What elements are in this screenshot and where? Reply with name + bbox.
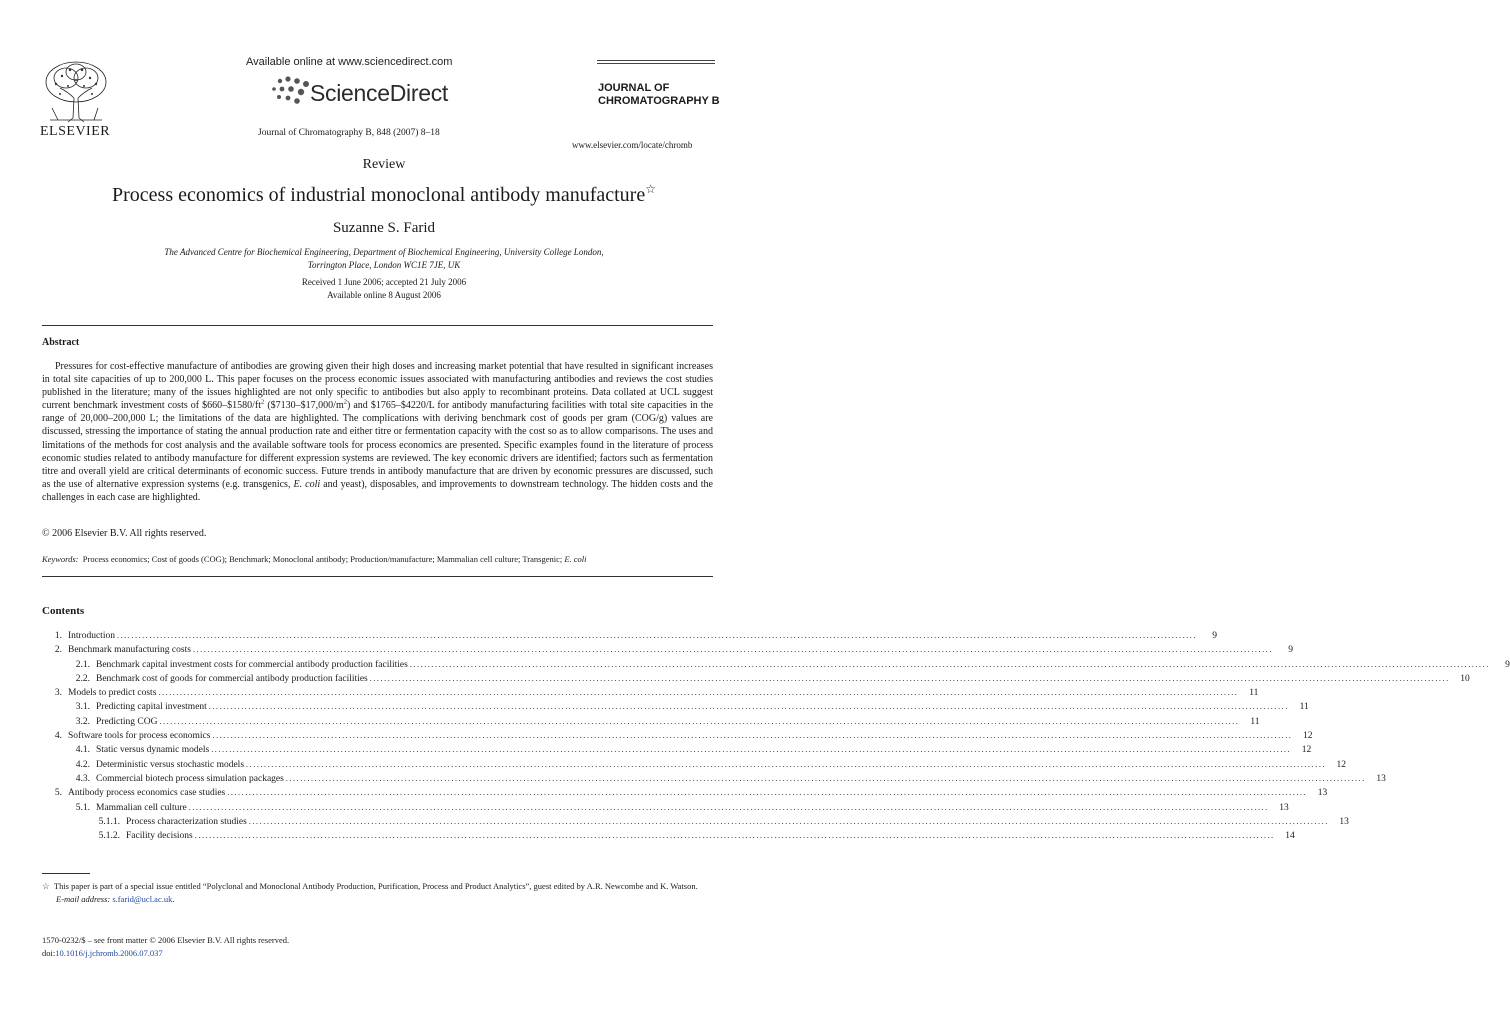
toc-entry-title[interactable]: Deterministic versus stochastic models — [96, 759, 245, 770]
email-end: . — [172, 893, 175, 904]
abstract-body — [42, 360, 713, 504]
toc-entry-number: 4.2. — [75, 759, 90, 770]
available-online-text: Available online at www.sciencedirect.com — [246, 56, 453, 68]
abstract-italic-ecoli: E. coli — [293, 478, 321, 490]
toc-dot-leader: ............................................................................................................................................................................................................................................................................................................ — [246, 759, 1327, 769]
paper-title-text: Process economics of industrial monoclonal antibody manufacture — [112, 184, 646, 206]
abstract-text-1: Pressures for cost-effective manufacture of antibodies are growing given their high doses and increasing market potential that have resulted in significant increases in total site capacities of up to 200,000 L. This paper focuses on the process economic issues associated with manufacturing antibodies and reviews the cost studies published in the literature; many of the issues highlighted are not only specific to antibodies but also apply to recombinant proteins. Data collated at UCL suggest current benchmark investment costs of $660–$1580/ft — [42, 361, 713, 412]
toc-entry-number: 1. — [54, 631, 62, 641]
footnote-mark: ☆ — [42, 881, 50, 891]
journal-title-line-2: CHROMATOGRAPHY B — [598, 95, 720, 107]
toc-entry[interactable] — [42, 745, 1312, 759]
abstract-sup-1: 2 — [261, 398, 265, 406]
affiliation-line-1: The Advanced Centre for Biochemical Engineering, Department of Biochemical Engineering, University College London, — [164, 247, 604, 257]
toc-entry-title[interactable]: Antibody process economics case studies — [68, 788, 226, 799]
toc-entry-number: 5.1.1. — [98, 816, 120, 827]
article-dates — [0, 276, 768, 301]
available-date: Available online 8 August 2006 — [327, 289, 441, 300]
author-affiliation — [100, 246, 668, 272]
toc-dot-leader: ............................................................................................................................................................................................................................................................................................................ — [158, 688, 1239, 698]
doi-link[interactable]: 10.1016/j.jchromb.2006.07.037 — [55, 947, 163, 958]
toc-entry-number: 5.1. — [75, 802, 90, 813]
toc-entry-page: 9 — [1288, 645, 1293, 656]
toc-entry-title[interactable]: Commercial biotech process simulation packages — [96, 773, 284, 784]
toc-entry-page: 12 — [1301, 745, 1312, 756]
journal-title — [598, 82, 720, 108]
toc-entry-number: 3.1. — [75, 702, 90, 713]
toc-entry[interactable] — [42, 773, 1386, 788]
toc-entry-title[interactable]: Facility decisions — [126, 831, 193, 842]
toc-dot-leader: ............................................................................................................................................................................................................................................................................................................ — [285, 773, 1366, 783]
toc-dot-leader: ............................................................................................................................................................................................................................................................................................................ — [188, 802, 1269, 812]
toc-entry-number: 5. — [54, 788, 62, 799]
article-section-label: Review — [362, 157, 406, 172]
toc-entry[interactable] — [42, 802, 1289, 817]
toc-entry[interactable] — [42, 673, 1470, 688]
toc-entry-title[interactable]: Static versus dynamic models — [96, 745, 210, 756]
toc-dot-leader: ............................................................................................................................................................................................................................................................................................................ — [227, 788, 1308, 798]
email-label: E-mail address: — [56, 893, 111, 904]
toc-entry-number: 3.2. — [75, 716, 90, 727]
toc-dot-leader: ............................................................................................................................................................................................................................................................................................................ — [248, 816, 1329, 826]
toc-entry[interactable] — [42, 759, 1347, 774]
toc-entry[interactable] — [42, 688, 1259, 702]
toc-entry-title[interactable]: Models to predict costs — [68, 688, 157, 699]
toc-dot-leader: ............................................................................................................................................................................................................................................................................................................ — [194, 831, 1275, 841]
paper-title — [0, 182, 768, 207]
keywords-last-italic: E. coli — [564, 554, 587, 564]
abstract-top-rule — [42, 325, 713, 326]
front-matter — [42, 934, 289, 959]
abstract-bottom-rule — [42, 576, 713, 577]
toc-entry-page: 12 — [1336, 759, 1347, 770]
journal-title-line-1: JOURNAL OF — [598, 82, 670, 94]
contents-heading: Contents — [42, 605, 85, 617]
toc-entry[interactable] — [42, 631, 1217, 645]
abstract-copyright: © 2006 Elsevier B.V. All rights reserved. — [42, 528, 207, 539]
toc-entry-page: 10 — [1460, 673, 1470, 684]
footnote-text: This paper is part of a special issue entitled “Polyclonal and Monoclonal Antibody Production, Purification, Process and Product Analytics”, guest edited by A.R. Newcombe and K. Watson. — [53, 881, 698, 891]
toc-dot-leader: ............................................................................................................................................................................................................................................................................................................ — [369, 673, 1450, 683]
toc-entry-page: 11 — [1249, 688, 1259, 699]
toc-entry[interactable] — [42, 731, 1313, 745]
doi-line — [42, 947, 289, 960]
toc-dot-leader: ............................................................................................................................................................................................................................................................................................................ — [409, 659, 1490, 669]
toc-entry-title[interactable]: Benchmark capital investment costs for commercial antibody production facilities — [96, 659, 408, 670]
toc-dot-leader: ............................................................................................................................................................................................................................................................................................................ — [211, 745, 1292, 755]
abstract-text-2: ($7130–$17,000/m — [264, 400, 344, 412]
toc-entry-number: 2.2. — [75, 673, 90, 684]
toc-entry-number: 3. — [54, 688, 62, 699]
author-name: Suzanne S. Farid — [332, 220, 436, 236]
email-link[interactable]: s.farid@ucl.ac.uk — [112, 893, 173, 904]
toc-entry-page: 9 — [1212, 631, 1217, 641]
toc-entry[interactable] — [42, 716, 1260, 731]
toc-dot-leader: ............................................................................................................................................................................................................................................................................................................ — [116, 631, 1197, 640]
keywords-label: Keywords: — [42, 554, 79, 564]
table-of-contents — [42, 631, 1510, 845]
sciencedirect-brand: ScienceDirect — [310, 80, 448, 106]
footnote-email-line — [42, 893, 714, 906]
journal-url-link[interactable]: www.elsevier.com/locate/chromb — [572, 140, 693, 150]
toc-entry-title[interactable]: Software tools for process economics — [68, 731, 211, 742]
toc-dot-leader: ............................................................................................................................................................................................................................................................................................................ — [212, 731, 1293, 741]
issn-line: 1570-0232/$ – see front matter © 2006 Elsevier B.V. All rights reserved. — [42, 935, 290, 945]
toc-entry-number: 2.1. — [75, 659, 90, 670]
toc-entry-title[interactable]: Introduction — [68, 631, 115, 641]
toc-entry-number: 4.3. — [75, 773, 90, 784]
toc-entry-page: 13 — [1317, 788, 1328, 799]
toc-entry-page: 13 — [1279, 802, 1289, 813]
toc-entry-title[interactable]: Process characterization studies — [126, 816, 247, 827]
toc-entry-title[interactable]: Benchmark manufacturing costs — [68, 645, 191, 656]
toc-entry-page: 12 — [1302, 731, 1313, 742]
toc-entry-page: 11 — [1299, 702, 1309, 713]
toc-entry[interactable] — [42, 816, 1349, 831]
toc-entry-number: 2. — [54, 645, 62, 656]
journal-citation: Journal of Chromatography B, 848 (2007) 8–18 — [258, 128, 440, 138]
abstract-text-4: and yeast), disposables, and improvements to downstream technology. The hidden costs and the challenges in each case are highlighted. — [42, 478, 713, 503]
footnote-rule — [42, 873, 90, 874]
toc-dot-leader: ............................................................................................................................................................................................................................................................................................................ — [192, 645, 1273, 655]
toc-dot-leader: ............................................................................................................................................................................................................................................................................................................ — [159, 716, 1240, 726]
toc-entry-page: 9 — [1505, 659, 1510, 670]
affiliation-line-2: Torrington Place, London WC1E 7JE, UK — [307, 260, 461, 270]
publisher-name: ELSEVIER — [40, 124, 111, 139]
toc-entry-number: 5.1.2. — [98, 831, 120, 842]
toc-entry-title[interactable]: Predicting capital investment — [96, 702, 207, 713]
keywords-line — [42, 554, 722, 564]
abstract-text-3: ) and $1765–$4220/L for antibody manufacturing facilities with total site capacities in the range of 20,000–200,000 L; the limitations of the data are highlighted. The complications with deriving benchmark cost of goods per gram (COG/g) values are discussed, stressing the importance of stating the annual production rate and either titre or fermentation capacity with the cost so as to allow comparisons. The uses and limitations of the methods for cost analysis and the available software tools for process economics are presented. Specific examples found in the literature of process economic studies related to antibody manufacture for different expression systems are reviewed. The key economic drivers are identified; factors such as fermentation titre and overall yield are critical determinants of economic success. Future trends in antibody manufacture that are driven by economic pressures are discussed, such as the use of alternative expression systems (e.g. transgenics, — [42, 400, 714, 490]
toc-entry-page: 13 — [1376, 773, 1386, 784]
abstract-heading: Abstract — [42, 337, 80, 348]
toc-entry[interactable] — [42, 788, 1328, 802]
toc-entry-title[interactable]: Mammalian cell culture — [96, 802, 187, 813]
toc-dot-leader: ............................................................................................................................................................................................................................................................................................................ — [208, 702, 1289, 712]
toc-entry[interactable] — [42, 702, 1309, 716]
toc-entry-page: 11 — [1250, 716, 1260, 727]
toc-entry[interactable] — [42, 659, 1510, 674]
doi-label: doi: — [42, 947, 56, 958]
toc-entry-title[interactable]: Predicting COG — [96, 716, 158, 727]
journal-title-rules — [597, 60, 715, 66]
toc-entry-number: 4. — [54, 731, 62, 742]
toc-entry[interactable] — [42, 831, 1295, 845]
toc-entry-page: 13 — [1339, 816, 1349, 827]
toc-entry-title[interactable]: Benchmark cost of goods for commercial antibody production facilities — [96, 673, 368, 684]
title-footnote-mark[interactable]: ☆ — [645, 182, 656, 196]
keywords-list: Process economics; Cost of goods (COG); Benchmark; Monoclonal antibody; Production/manufacture; Mammalian cell culture; Transgenic; — [82, 554, 565, 564]
footnote-special-issue — [42, 880, 714, 893]
received-date: Received 1 June 2006; accepted 21 July 2006 — [301, 277, 467, 287]
footnote — [42, 880, 714, 905]
toc-entry[interactable] — [42, 645, 1293, 659]
abstract-sup-2: 2 — [343, 398, 347, 406]
toc-entry-number: 4.1. — [75, 745, 90, 756]
toc-entry-page: 14 — [1285, 831, 1295, 842]
elsevier-tree-logo — [40, 58, 112, 124]
